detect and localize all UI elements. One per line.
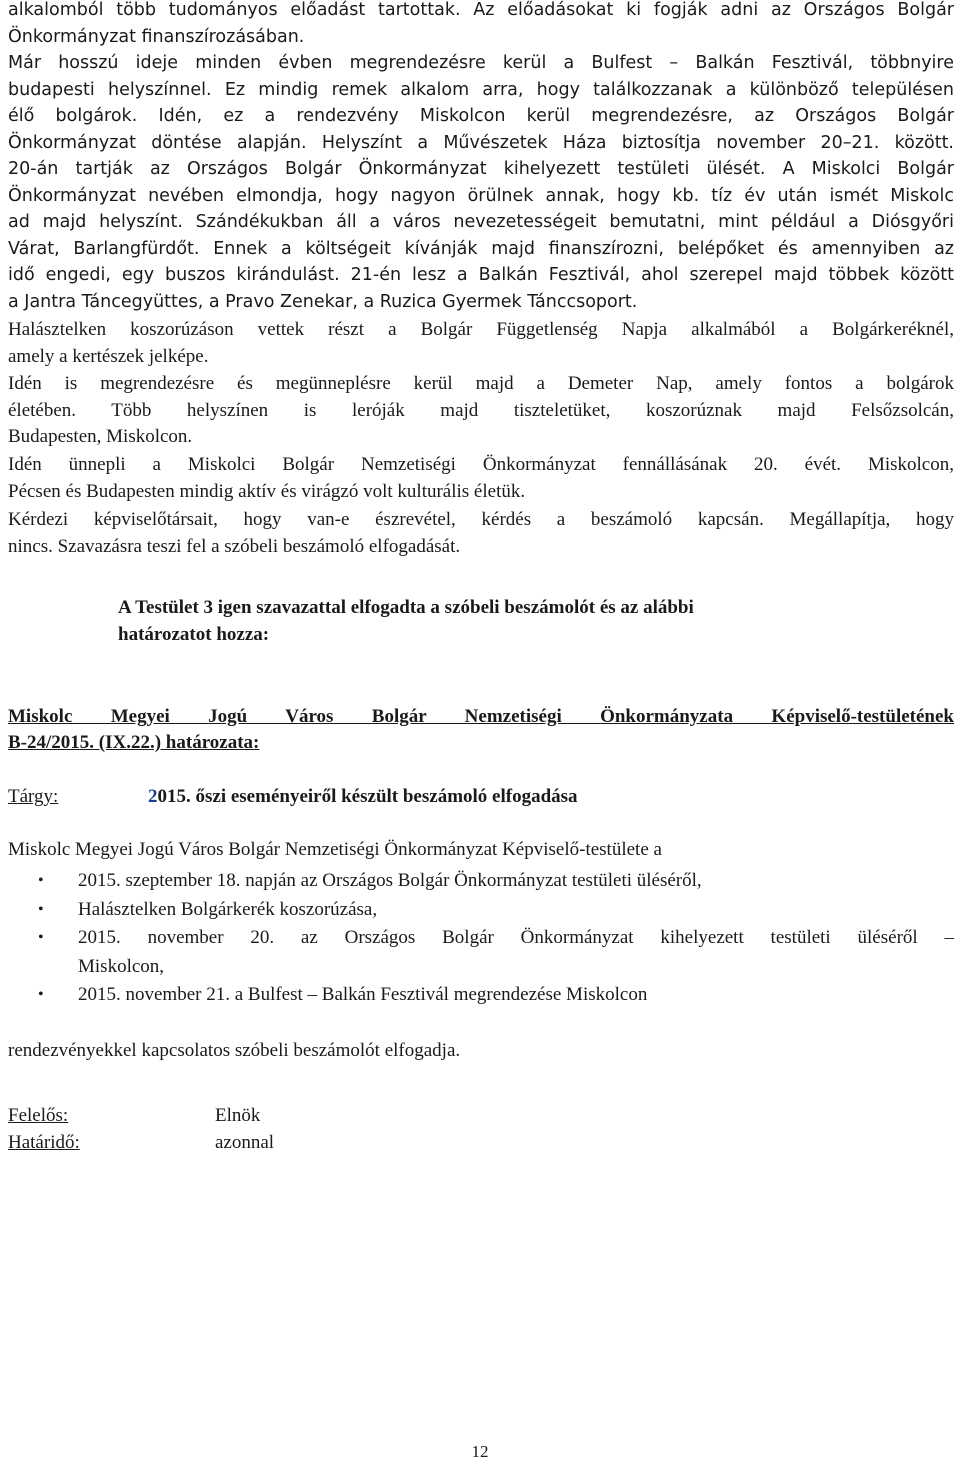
paragraph-line: életében. Több helyszínen is leróják majd tiszteletüket, koszorúznak majd Felsőzsolcán, xyxy=(8,399,954,421)
list-item-text: 2015. november 20. az Országos Bolgár Önkormányzat kihelyezett testületi üléséről – xyxy=(78,927,954,948)
list-item-text: Miskolcon, xyxy=(78,955,165,977)
subject-label: Tárgy xyxy=(8,786,54,807)
paragraph-line: ad majd helyszínt. Szándékukban áll a város nevezetességeit bemutatni, mint például a Diósgyőri xyxy=(8,212,954,232)
paragraph-line: Önkormányzat nevében elmondja, hogy nagyon örülnek annak, hogy kb. tíz év után ismét Miskolc xyxy=(8,185,954,206)
list-item xyxy=(8,981,954,1010)
responsible-value: Elnök xyxy=(215,1105,261,1126)
paragraph-5 xyxy=(8,452,954,505)
paragraph-line: amely a kertészek jelképe. xyxy=(8,345,209,367)
bullet-list xyxy=(8,867,954,1010)
subject-text-rest: 015. őszi eseményeiről készült beszámoló elfogadása xyxy=(157,786,578,807)
list-item xyxy=(8,896,954,925)
decision-line: határozatot hozza: xyxy=(118,624,270,645)
bullet-icon: • xyxy=(38,872,44,889)
paragraph-line: idő engedi, egy buszos kirándulást. 21-én lesz a Balkán Fesztivál, ahol szerepel majd többek között xyxy=(8,265,954,285)
resolution-intro: Miskolc Megyei Jogú Város Bolgár Nemzetiségi Önkormányzat Képviselő-testülete a xyxy=(8,839,662,860)
paragraph-line: alkalomból több tudományos előadást tartottak. Az előadásokat ki fogják adni az Országos Bolgár xyxy=(8,0,954,20)
responsible-row xyxy=(8,1105,954,1132)
paragraph-line: Pécsen és Budapesten mindig aktív és virágzó volt kulturális életük. xyxy=(8,480,526,502)
resolution-title-line: Miskolc Megyei Jogú Város Bolgár Nemzetiségi Önkormányzata Képviselő-testületének xyxy=(8,706,954,727)
deadline-value: azonnal xyxy=(215,1132,275,1153)
paragraph-4 xyxy=(8,371,954,451)
subject-text xyxy=(148,786,578,808)
closing-text: rendezvényekkel kapcsolatos szóbeli beszámolót elfogadja. xyxy=(8,1040,461,1061)
bullet-icon: • xyxy=(38,929,44,946)
paragraph-line: Már hosszú ideje minden évben megrendezésre kerül a Bulfest – Balkán Fesztivál, többnyire xyxy=(8,53,954,73)
paragraph-line: Budapesten, Miskolcon. xyxy=(8,426,193,447)
bullet-icon: • xyxy=(38,900,44,918)
paragraph-6 xyxy=(8,507,954,560)
paragraph-line: Idén is megrendezésre és megünneplésre kerül majd a Demeter Nap, amely fontos a bolgárok xyxy=(8,373,954,394)
paragraph-line: Idén ünnepli a Miskolci Bolgár Nemzetiségi Önkormányzat fennállásának 20. évét. Miskolcon, xyxy=(8,454,954,475)
page-number: 12 xyxy=(471,1442,489,1461)
paragraph-line: Halásztelken koszorúzáson vettek részt a Bolgár Függetlenség Napja alkalmából a Bolgárkeréknél, xyxy=(8,319,954,340)
paragraph-2 xyxy=(8,50,954,315)
subject-colon: : xyxy=(53,786,59,807)
deadline-row xyxy=(8,1132,954,1159)
paragraph-line: élő bolgárok. Idén, ez a rendezvény Miskolcon kerül megrendezésre, az Országos Bolgár xyxy=(8,106,954,126)
list-item-text: Halásztelken Bolgárkerék koszorúzása, xyxy=(78,898,378,920)
responsibility-block xyxy=(8,1105,954,1159)
paragraph-1 xyxy=(8,0,954,50)
list-item-text: 2015. szeptember 18. napján az Országos Bolgár Önkormányzat testületi üléséről, xyxy=(78,870,702,891)
deadline-label: Határidő: xyxy=(8,1132,80,1153)
paragraph-line: Várat, Barlangfürdőt. Ennek a költségeit kívánják majd finanszírozni, belépőket és amennyiben az xyxy=(8,238,954,259)
list-item xyxy=(8,867,954,896)
paragraph-line: budapesti helyszínnel. Ez mindig remek alkalom arra, hogy találkozzanak a különböző településen xyxy=(8,79,954,100)
resolution-number: B-24/2015. (IX.22.) határozata: xyxy=(8,732,260,753)
resolution-title xyxy=(8,704,954,756)
subject-row xyxy=(8,786,954,814)
paragraph-line: Önkormányzat döntése alapján. Helyszínt a Művészetek Háza biztosítja november 20–21. között. xyxy=(8,132,954,153)
decision-statement xyxy=(118,594,878,648)
list-item-text: 2015. november 21. a Bulfest – Balkán Fesztivál megrendezése Miskolcon xyxy=(78,984,648,1005)
list-item xyxy=(8,924,954,981)
paragraph-line: 20-án tartják az Országos Bolgár Önkormányzat kihelyezett testületi ülését. A Miskolci Bolgár xyxy=(8,159,954,179)
paragraph-line: Kérdezi képviselőtársait, hogy van-e észrevétel, kérdés a beszámoló kapcsán. Megállapítja, hogy xyxy=(8,509,954,530)
paragraph-line: Önkormányzat finanszírozásában. xyxy=(8,26,305,47)
bullet-icon: • xyxy=(38,986,44,1003)
paragraph-line: a Jantra Táncegyüttes, a Pravo Zenekar, a Ruzica Gyermek Tánccsoport. xyxy=(8,291,638,312)
decision-line: A Testület 3 igen szavazattal elfogadta a szóbeli beszámolót és az alábbi xyxy=(118,597,694,618)
paragraph-line: nincs. Szavazásra teszi fel a szóbeli beszámoló elfogadását. xyxy=(8,535,461,557)
paragraph-3 xyxy=(8,317,954,370)
subject-first-char: 2 xyxy=(148,786,158,807)
responsible-label: Felelős: xyxy=(8,1105,69,1126)
